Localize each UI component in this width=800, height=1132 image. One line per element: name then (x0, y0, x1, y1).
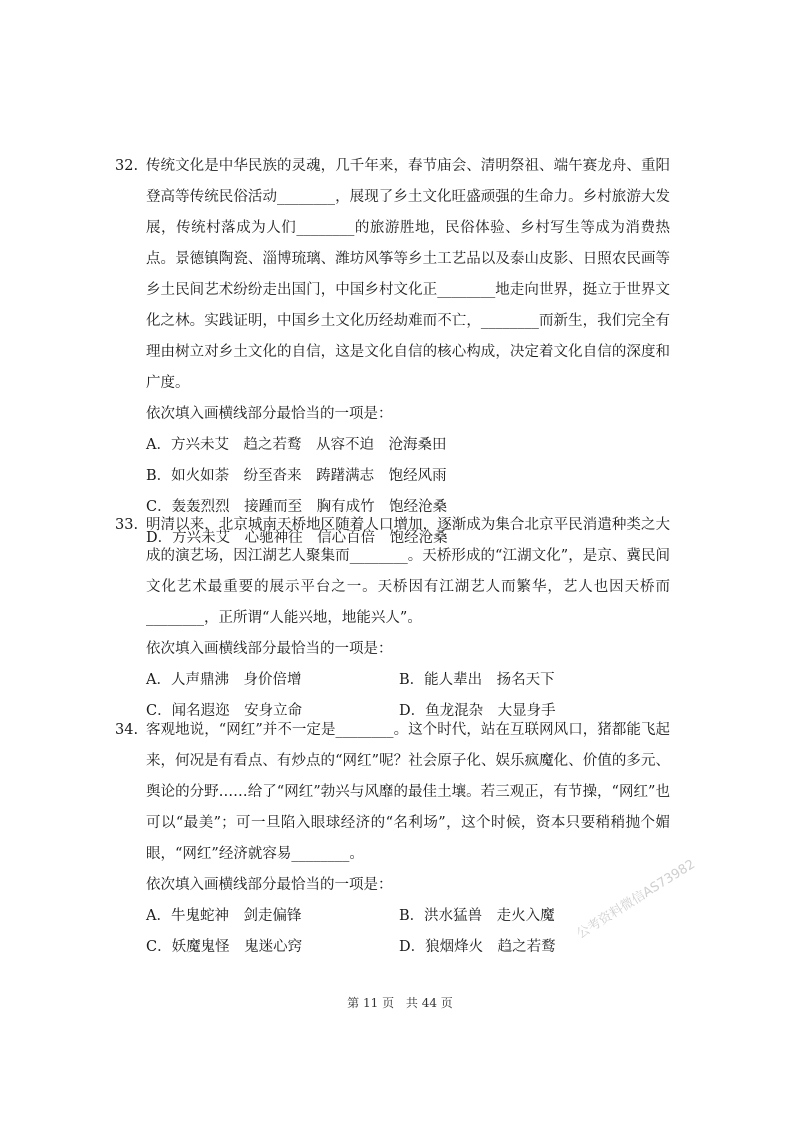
page-total: 共 44 页 (405, 996, 453, 1010)
question-32 (115, 151, 670, 554)
option-c[interactable]: C．轰轰烈烈 接踵而至 胸有成竹 饱经沧桑 (146, 499, 448, 515)
option-d[interactable]: D．鱼龙混杂 大显身手 (399, 703, 556, 719)
option-b[interactable]: B．能人辈出 扬名天下 (399, 672, 555, 688)
question-prompt: 依次填入画横线部分最恰当的一项是： (146, 877, 393, 893)
question-stem: 客观地说，“网红”并不一定是________。这个时代，站在互联网风口，猪都能飞起来，何况是有看点、有炒点的“网红”呢？社会原子化、娱乐疯魔化、价值的多元、舆论的分野……给了“网红”勃兴与风靡的最佳土壤。若三观正，有节操，“网红”也可以“最美”；可一旦陷入眼球经济的“名利场”，这个时候，资本只要稍稍抛个媚眼，“网红”经济就容易________。 (146, 722, 670, 862)
option-b[interactable]: B．洪水猛兽 走火入魔 (399, 908, 555, 924)
question-stem: 传统文化是中华民族的灵魂，几千年来，春节庙会、清明祭祖、端午赛龙舟、重阳登高等传统民俗活动________，展现了乡土文化旺盛顽强的生命力。乡村旅游大发展，传统村落成为人们________的旅游胜地，民俗体验、乡村写生等成为消费热点。景德镇陶瓷、淄博琉璃、潍坊风筝等乡土工艺品以及泰山皮影、日照农民画等乡土民间艺术纷纷走出国门，中国乡村文化正________地走向世界，挺立于世界文化之林。实践证明，中国乡土文化历经劫难而不亡，________而新生，我们完全有理由树立对乡土文化的自信，这是文化自信的核心构成，决定着文化自信的深度和广度。 (146, 158, 670, 391)
page-footer (0, 994, 800, 1011)
question-33 (115, 510, 670, 727)
option-d[interactable]: D．方兴未艾 心驰神往 信心百倍 饱经沧桑 (146, 530, 448, 546)
question-stem: 明清以来，北京城南天桥地区随着人口增加，逐渐成为集合北京平民消遣种类之大成的演艺场，因江湖艺人聚集而________。天桥形成的“江湖文化”，是京、冀民间文化艺术最重要的展示平台之一。天桥因有江湖艺人而繁华，艺人也因天桥而________，正所谓“人能兴地，地能兴人”。 (146, 517, 670, 626)
question-number: 34. (115, 722, 139, 738)
question-prompt: 依次填入画横线部分最恰当的一项是： (146, 641, 393, 657)
option-a[interactable]: A．牛鬼蛇神 剑走偏锋 (146, 908, 302, 924)
question-number: 33. (115, 517, 139, 533)
option-a[interactable]: A．方兴未艾 趋之若鹜 从容不迫 沧海桑田 (146, 437, 447, 453)
question-prompt: 依次填入画横线部分最恰当的一项是： (146, 406, 393, 422)
question-number: 32. (115, 158, 139, 174)
option-b[interactable]: B．如火如荼 纷至沓来 踌躇满志 饱经风雨 (146, 468, 447, 484)
watermark: 公考资料微信AS73982 (574, 857, 698, 943)
option-a[interactable]: A．人声鼎沸 身价倍增 (146, 672, 302, 688)
option-d[interactable]: D．狼烟烽火 趋之若鹜 (399, 939, 556, 955)
option-c[interactable]: C．闻名遐迩 安身立命 (146, 703, 303, 719)
page-number: 第 11 页 (347, 996, 395, 1010)
option-c[interactable]: C．妖魔鬼怪 鬼迷心窍 (146, 939, 303, 955)
